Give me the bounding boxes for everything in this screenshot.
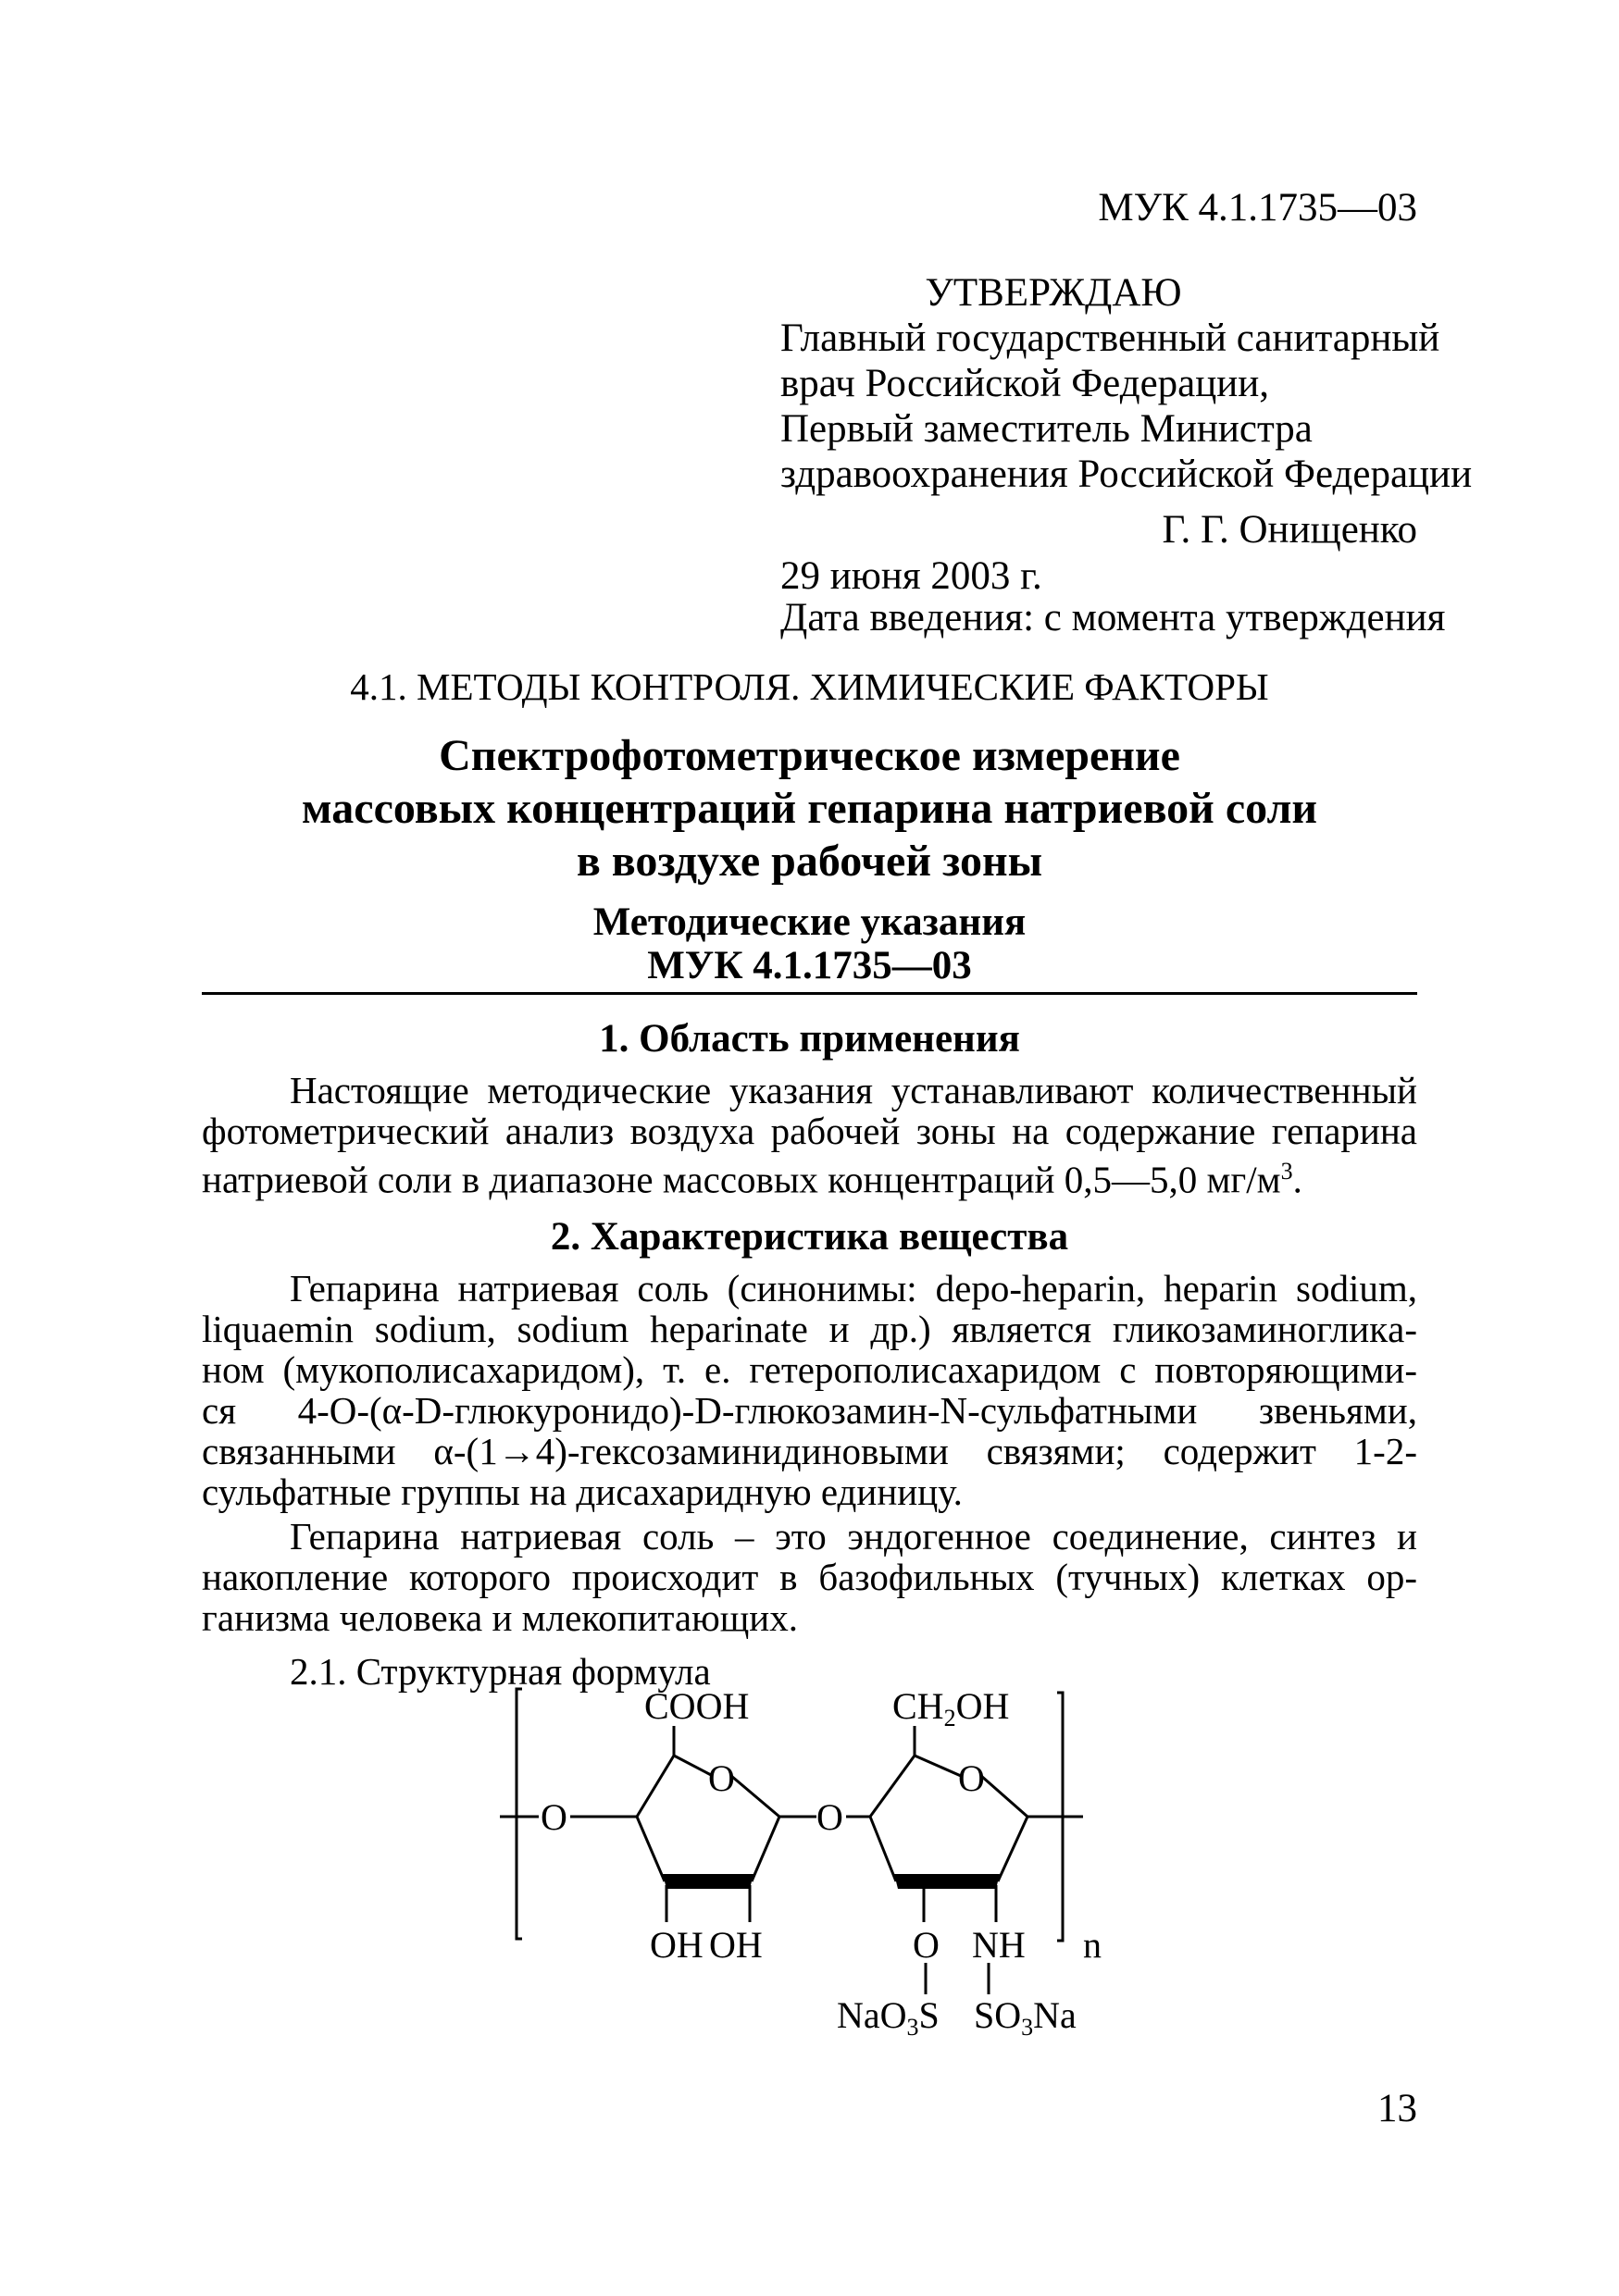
- title-divider: [202, 992, 1417, 995]
- section-label: 4.1. МЕТОДЫ КОНТРОЛЯ. ХИМИЧЕСКИЕ ФАКТОРЫ: [350, 665, 1269, 708]
- page-number: 13: [1377, 2087, 1417, 2130]
- introduction-date: Дата введения: с момента утверждения: [780, 596, 1446, 639]
- sulfonate-group: $SO_3Na$: [974, 1994, 1077, 2041]
- approval-line: здравоохранения Российской Федерации: [780, 453, 1473, 496]
- text-line: [202, 1151, 1417, 1200]
- sodium-sulfate-group: NaO$_3$S: [837, 1994, 940, 2041]
- ring-oxygen-1: O: [708, 1757, 735, 1799]
- o-sulfate-oxygen: O: [913, 1924, 940, 1966]
- hydroxyl-group: OH: [650, 1924, 704, 1966]
- text-line: связанными α-(1→4)-гексозаминидиновыми связями; содержит 1-2-: [202, 1430, 1417, 1472]
- left-bracket: [517, 1689, 522, 1939]
- text-line: накопление которого происходит в базофильных (тучных) клетках ор-: [202, 1556, 1417, 1598]
- text-line: фотометрический анализ воздуха рабочей зоны на содержание гепарина: [202, 1110, 1417, 1152]
- text-line: Гепарина натриевая соль (синонимы: depo-heparin, heparin sodium,: [290, 1267, 1417, 1309]
- section-1-heading: 1. Область применения: [599, 1017, 1020, 1061]
- repeat-count: n: [1083, 1924, 1102, 1966]
- text-segment: натриевой соли в диапазоне массовых концентраций 0,5—5,0 мг/м: [202, 1158, 1281, 1201]
- link-oxygen-left: O: [541, 1796, 567, 1838]
- text-line: ном (мукополисахаридом), т. е. гетерополисахаридом с повторяющими-: [202, 1348, 1417, 1391]
- ring-oxygen-2: O: [958, 1757, 985, 1799]
- cooh-group: COOH: [644, 1685, 750, 1727]
- sugar-ring-2: [870, 1726, 1027, 1922]
- text-line: сульфатные группы на дисахаридную единицу.: [202, 1471, 963, 1513]
- section-2-paragraph-1: [202, 1268, 1417, 1512]
- document-title-line: Спектрофотометрическое измерение: [439, 731, 1180, 780]
- approval-block: [780, 270, 1472, 497]
- signer-name: Г. Г. Онищенко: [1162, 508, 1417, 552]
- text-segment: .: [1292, 1158, 1302, 1201]
- document-code: МУК 4.1.1735—03: [1098, 186, 1417, 230]
- amine-group: NH: [972, 1924, 1026, 1966]
- approval-line: Первый заместитель Министра: [780, 407, 1313, 451]
- approval-heading: УТВЕРЖДАЮ: [925, 271, 1182, 315]
- document-title-line: в воздухе рабочей зоны: [576, 837, 1043, 886]
- section-2-paragraph-2: [202, 1516, 1417, 1638]
- section-1-paragraph: [202, 1070, 1417, 1200]
- text-line: liquaemin sodium, sodium heparinate и др.) является гликозаминогликa-: [202, 1308, 1417, 1350]
- structural-formula: [481, 1680, 1148, 2041]
- sugar-ring-1: [637, 1726, 779, 1922]
- ch2oh-group: $CH_2OH$: [892, 1685, 1010, 1731]
- superscript: 3: [1280, 1158, 1293, 1185]
- text-line: Настоящие методические указания устанавливают количественный: [290, 1069, 1417, 1111]
- approval-line: Главный государственный санитарный: [780, 316, 1440, 360]
- link-oxygen-middle: O: [816, 1796, 843, 1838]
- document-subtitle: Методические указания: [592, 900, 1027, 944]
- section-2-heading: 2. Характеристика вещества: [550, 1215, 1069, 1259]
- approval-line: врач Российской Федерации,: [780, 362, 1270, 405]
- text-line: ганизма человека и млекопитающих.: [202, 1596, 798, 1639]
- text-line: ся 4-O-(α-D-глюкуронидо)-D-глюкозамин-N-сульфатными звеньями,: [202, 1389, 1417, 1432]
- approval-date: 29 июня 2003 г.: [780, 554, 1042, 598]
- hydroxyl-group: OH: [709, 1924, 763, 1966]
- formula-label: 2.1. Структурная формула: [290, 1650, 711, 1693]
- text-line: Гепарина натриевая соль – это эндогенное соединение, синтез и: [290, 1515, 1417, 1558]
- document-title-line: массовых концентраций гепарина натриевой соли: [301, 784, 1318, 833]
- document-code-bold: МУК 4.1.1735—03: [647, 944, 972, 987]
